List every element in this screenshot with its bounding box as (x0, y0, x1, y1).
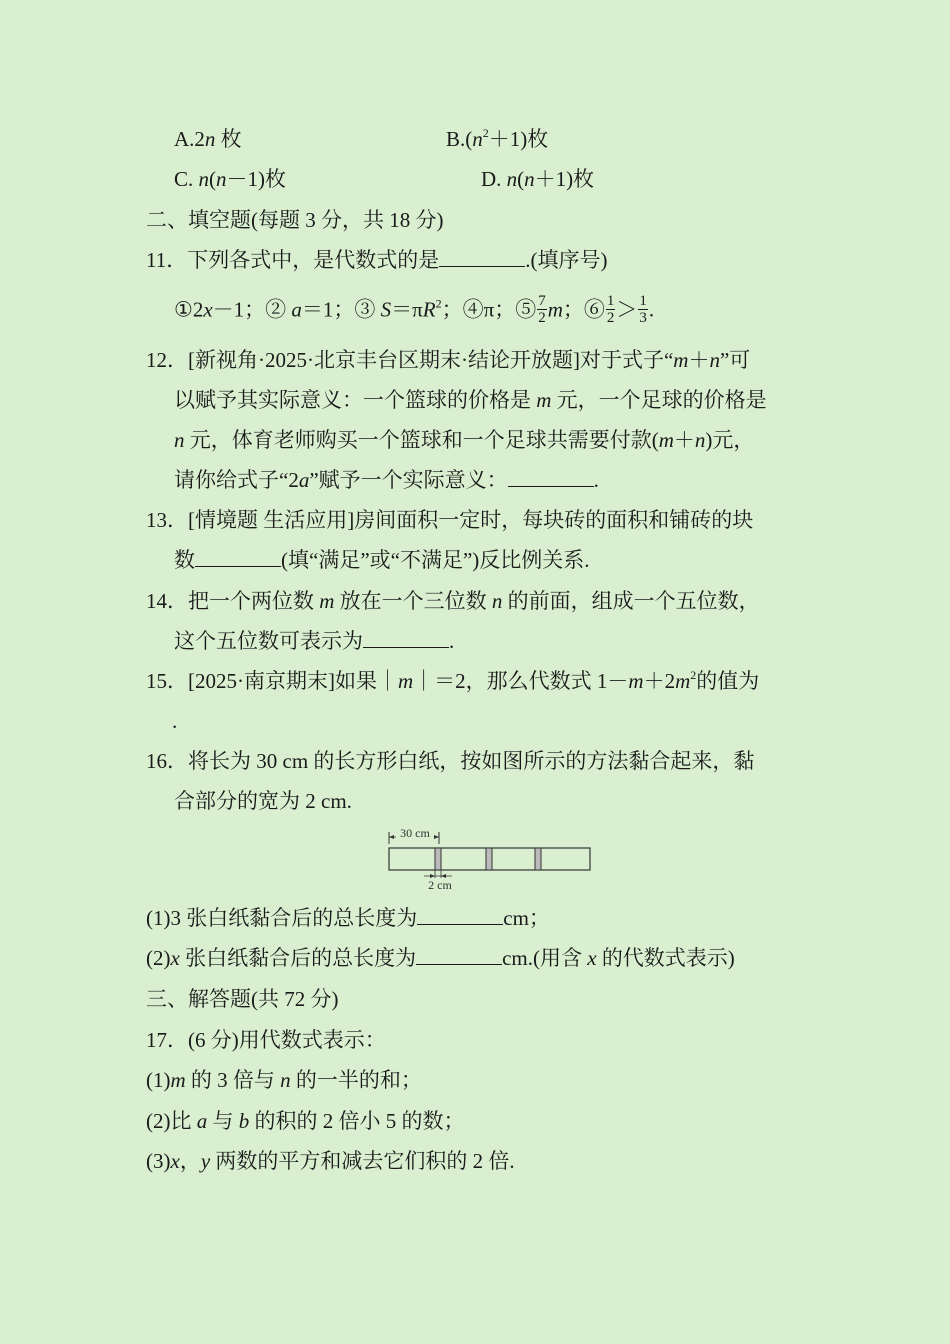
question-15-line-2: . (172, 709, 178, 733)
option-d: D. n(n＋1)枚 (481, 167, 595, 191)
paper-strips-figure (386, 824, 592, 892)
question-14-line-1: 14．把一个两位数 m 放在一个三位数 n 的前面，组成一个五位数， (146, 589, 760, 613)
question-12-line-1: 12．[新视角·2025·北京丰台区期末·结论开放题]对于式子“m＋n”可 (146, 348, 751, 372)
bottom-dimension-label: 2 cm (428, 878, 452, 892)
question-12-line-4: 请你给式子“2a”赋予一个实际意义： . (174, 468, 599, 492)
fraction: $\frac{1}{3}$ (639, 293, 647, 326)
question-16-part-2: (2)x 张白纸黏合后的总长度为 cm.(用含 x 的代数式表示) (146, 946, 735, 970)
question-17-title: 17．(6 分)用代数式表示： (146, 1028, 386, 1052)
question-11-items: ①2x－1；② a＝1；③ $S=\pi R^2$；④π；⑤ $\frac{7}{2}$ m；⑥ $\frac{1}{2}$ ＞ $\frac{1}{3}$ . (174, 293, 655, 326)
question-17-part-3: (3)x，y 两数的平方和减去它们积的 2 倍. (146, 1149, 515, 1173)
arrow-icon (434, 835, 439, 839)
option-b: $B.(n^2+1)$枚 (446, 126, 549, 151)
answer-blank[interactable] (439, 248, 525, 267)
answer-blank[interactable] (363, 629, 449, 648)
overlap-2 (486, 848, 492, 870)
arrow-icon (389, 835, 394, 839)
answer-blank[interactable] (508, 468, 594, 487)
question-13-line-2: 数 (填“满足”或“不满足”)反比例关系. (174, 548, 590, 572)
section-2-title: 二、填空题(每题 3 分，共 18 分) (146, 208, 444, 232)
question-16-line-1: 16．将长为 30 cm 的长方形白纸，按如图所示的方法黏合起来，黏 (146, 749, 755, 773)
question-15-line-1: 15．[2025·南京期末]如果｜m｜＝2，那么代数式 $1-m+2m^2$的值为 (146, 668, 760, 693)
fraction: $\frac{1}{2}$ (606, 293, 615, 326)
question-13-line-1: 13．[情境题 生活应用]房间面积一定时，每块砖的面积和铺砖的块 (146, 508, 754, 532)
question-12-line-3: n 元，体育老师购买一个篮球和一个足球共需要付款(m＋n)元， (174, 428, 755, 452)
section-3-title: 三、解答题(共 72 分) (146, 987, 339, 1011)
option-a: A.2n 枚 (174, 127, 242, 151)
question-12-line-2: 以赋予其实际意义：一个篮球的价格是 m 元，一个足球的价格是 (174, 388, 767, 412)
question-16-part-1: (1)3 张白纸黏合后的总长度为 cm； (146, 906, 550, 930)
answer-blank[interactable] (417, 906, 503, 925)
option-c: C. n(n－1)枚 (174, 167, 287, 191)
overlap-1 (435, 848, 441, 870)
answer-blank[interactable] (195, 548, 281, 567)
overlap-3 (535, 848, 541, 870)
question-16-line-2: 合部分的宽为 2 cm. (174, 789, 352, 813)
question-14-line-2: 这个五位数可表示为 . (174, 629, 455, 653)
question-17-part-2: (2)比 a 与 b 的积的 2 倍小 5 的数； (146, 1109, 465, 1133)
answer-blank[interactable] (416, 946, 502, 965)
question-11: 11．下列各式中，是代数式的是 .(填序号) (146, 248, 608, 272)
fraction: $\frac{7}{2}$ (538, 293, 546, 326)
top-dimension-label: 30 cm (400, 826, 430, 840)
question-17-part-1: (1)m 的 3 倍与 n 的一半的和； (146, 1068, 422, 1092)
